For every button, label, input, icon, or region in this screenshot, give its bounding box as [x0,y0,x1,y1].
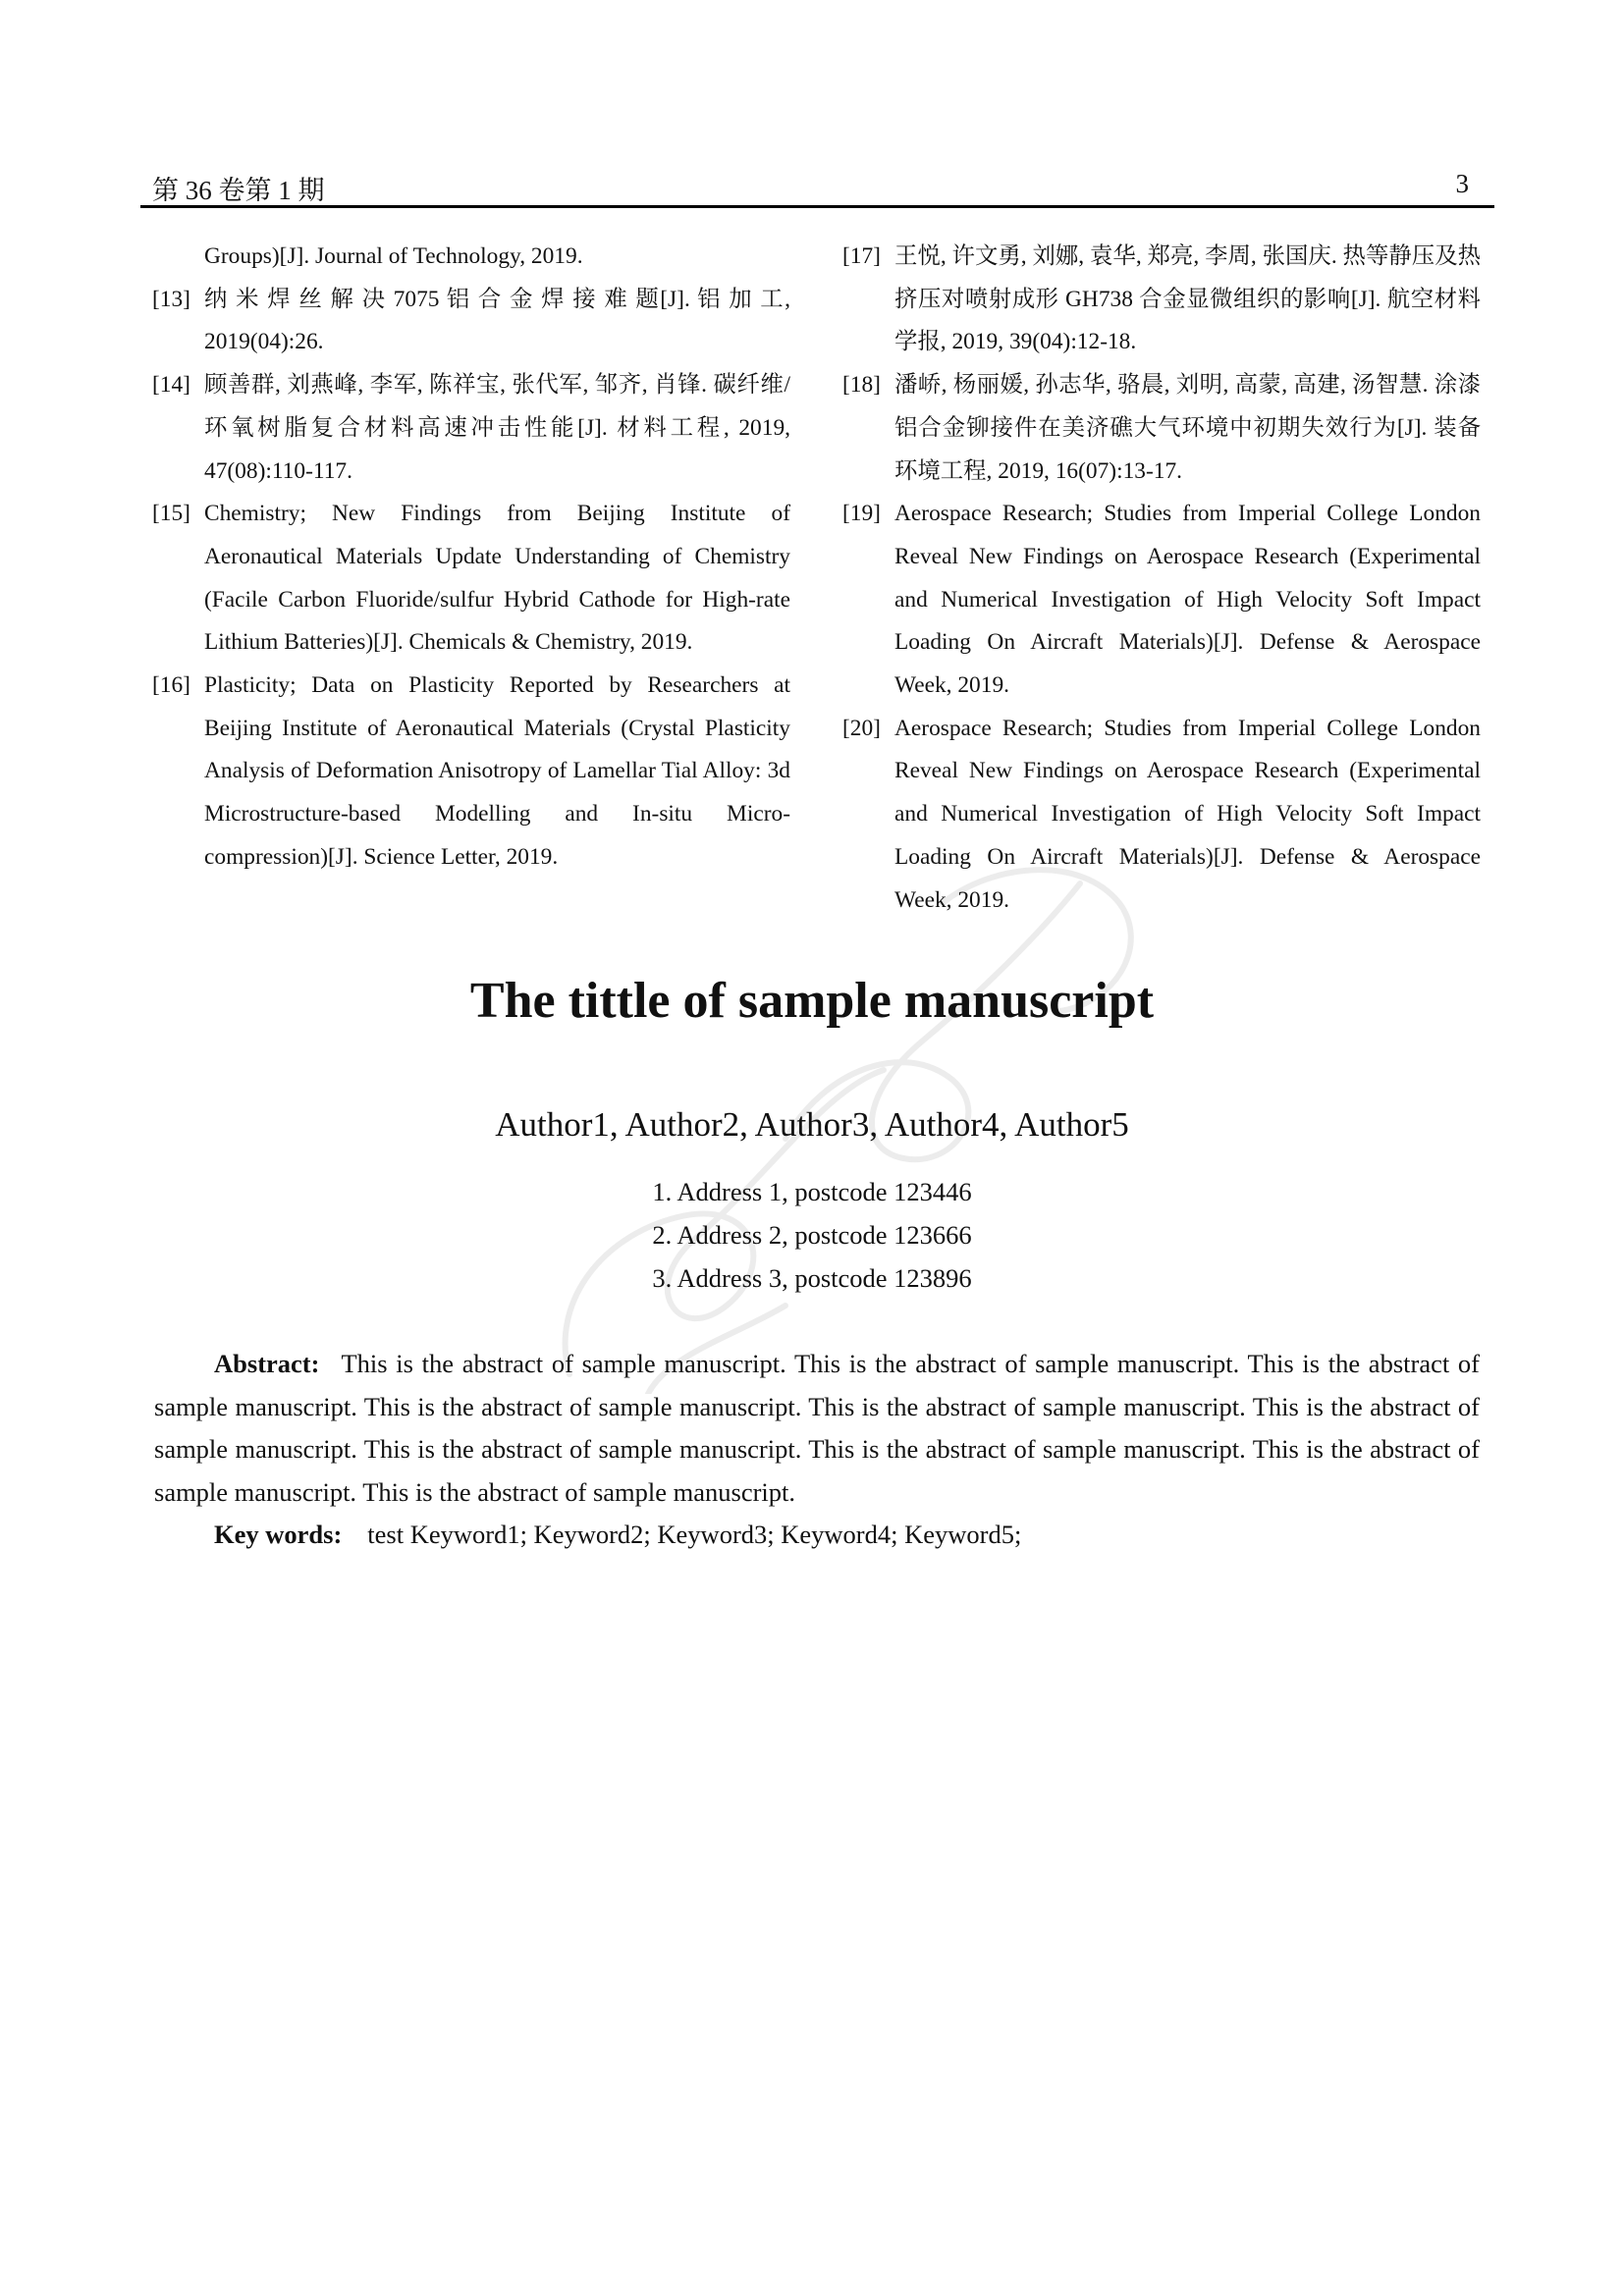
address-line: 3. Address 3, postcode 123896 [652,1263,972,1293]
references-left-column [152,236,790,880]
reference-number: [13] [152,286,190,312]
reference-text: Aerospace Research; Studies from Imperial College London Reveal New Findings on Aerospace Research (Experimental and Numerical Investigation of High Velocity Soft Impact Loading On Aircraft Materials)[J]. Defense & Aerospace Week, 2019. [894,501,1481,699]
abstract-label: Abstract: [214,1349,320,1378]
abstract-paragraph [154,1343,1480,1514]
reference-number: [18] [842,372,881,399]
reference-text: Chemistry; New Findings from Beijing Institute of Aeronautical Materials Update Understanding of Chemistry (Facile Carbon Fluoride/sulfur Hybrid Cathode for High-rate Lithium Batteries)[J]. Chemicals & Chemistry, 2019. [204,501,790,656]
reference-number: [14] [152,372,190,399]
reference-item [842,364,1481,493]
keywords-line [154,1514,1480,1557]
reference-item [152,364,790,493]
keywords-label: Key words: [214,1520,343,1549]
author-list: Author1, Author2, Author3, Author4, Author5 [495,1105,1129,1144]
header-rule [140,205,1494,208]
reference-number: [16] [152,672,190,699]
reference-number: [20] [842,715,881,741]
reference-item [842,493,1481,708]
reference-text: 王悦, 许文勇, 刘娜, 袁华, 郑亮, 李周, 张国庆. 热等静压及热挤压对喷射成形 GH738 合金显微组织的影响[J]. 航空材料学报, 2019, 39(04):12-18. [894,243,1481,355]
manuscript-title: The tittle of sample manuscript [469,973,1155,1029]
keywords-text: test Keyword1; Keyword2; Keyword3; Keyword4; Keyword5; [367,1520,1022,1549]
reference-item [152,493,790,665]
reference-number: [17] [842,243,881,269]
reference-item [152,236,790,279]
reference-item [842,708,1481,923]
reference-text: Aerospace Research; Studies from Imperial College London Reveal New Findings on Aerospace Research (Experimental and Numerical Investigation of High Velocity Soft Impact Loading On Aircraft Materials)[J]. Defense & Aerospace Week, 2019. [894,715,1481,913]
reference-text: 顾善群, 刘燕峰, 李军, 陈祥宝, 张代军, 邹齐, 肖锋. 碳纤维/环氧树脂复合材料高速冲击性能[J]. 材料工程, 2019, 47(08):110-117. [204,372,790,484]
reference-text: Groups)[J]. Journal of Technology, 2019. [204,243,583,269]
references-right-column [842,236,1481,922]
reference-number: [19] [842,501,881,527]
reference-number: [15] [152,501,190,527]
reference-text: Plasticity; Data on Plasticity Reported by Researchers at Beijing Institute of Aeronautical Materials (Crystal Plasticity Analysis of Deformation Anisotropy of Lamellar Tial Alloy: 3d Microstructure-based Modelling and In-situ Micro-compression)[J]. Science Letter, 2019. [204,672,790,870]
page-number: 3 [1455,169,1469,198]
reference-item [152,665,790,880]
reference-text: 纳 米 焊 丝 解 决 7075 铝 合 金 焊 接 难 题[J]. 铝 加 工, 2019(04):26. [204,286,790,355]
address-line: 1. Address 1, postcode 123446 [652,1177,972,1206]
abstract-text: This is the abstract of sample manuscript. This is the abstract of sample manuscript. This is the abstract of sample manuscript. This is the abstract of sample manuscript. This is the abstract of sample manuscript. This is the abstract of sample manuscript. This is the abstract of sample manuscript. This is the abstract of sample manuscript. This is the abstract of sample manuscript. This is the abstract of sample manuscript. [154,1349,1480,1507]
address-line: 2. Address 2, postcode 123666 [652,1220,972,1250]
reference-item [842,236,1481,364]
journal-issue: 第 36 卷第 1 期 [152,176,325,205]
reference-text: 潘峤, 杨丽媛, 孙志华, 骆晨, 刘明, 高蒙, 高建, 汤智慧. 涂漆铝合金铆接件在美济礁大气环境中初期失效行为[J]. 装备环境工程, 2019, 16(07):13-17. [894,372,1481,484]
reference-item [152,279,790,364]
